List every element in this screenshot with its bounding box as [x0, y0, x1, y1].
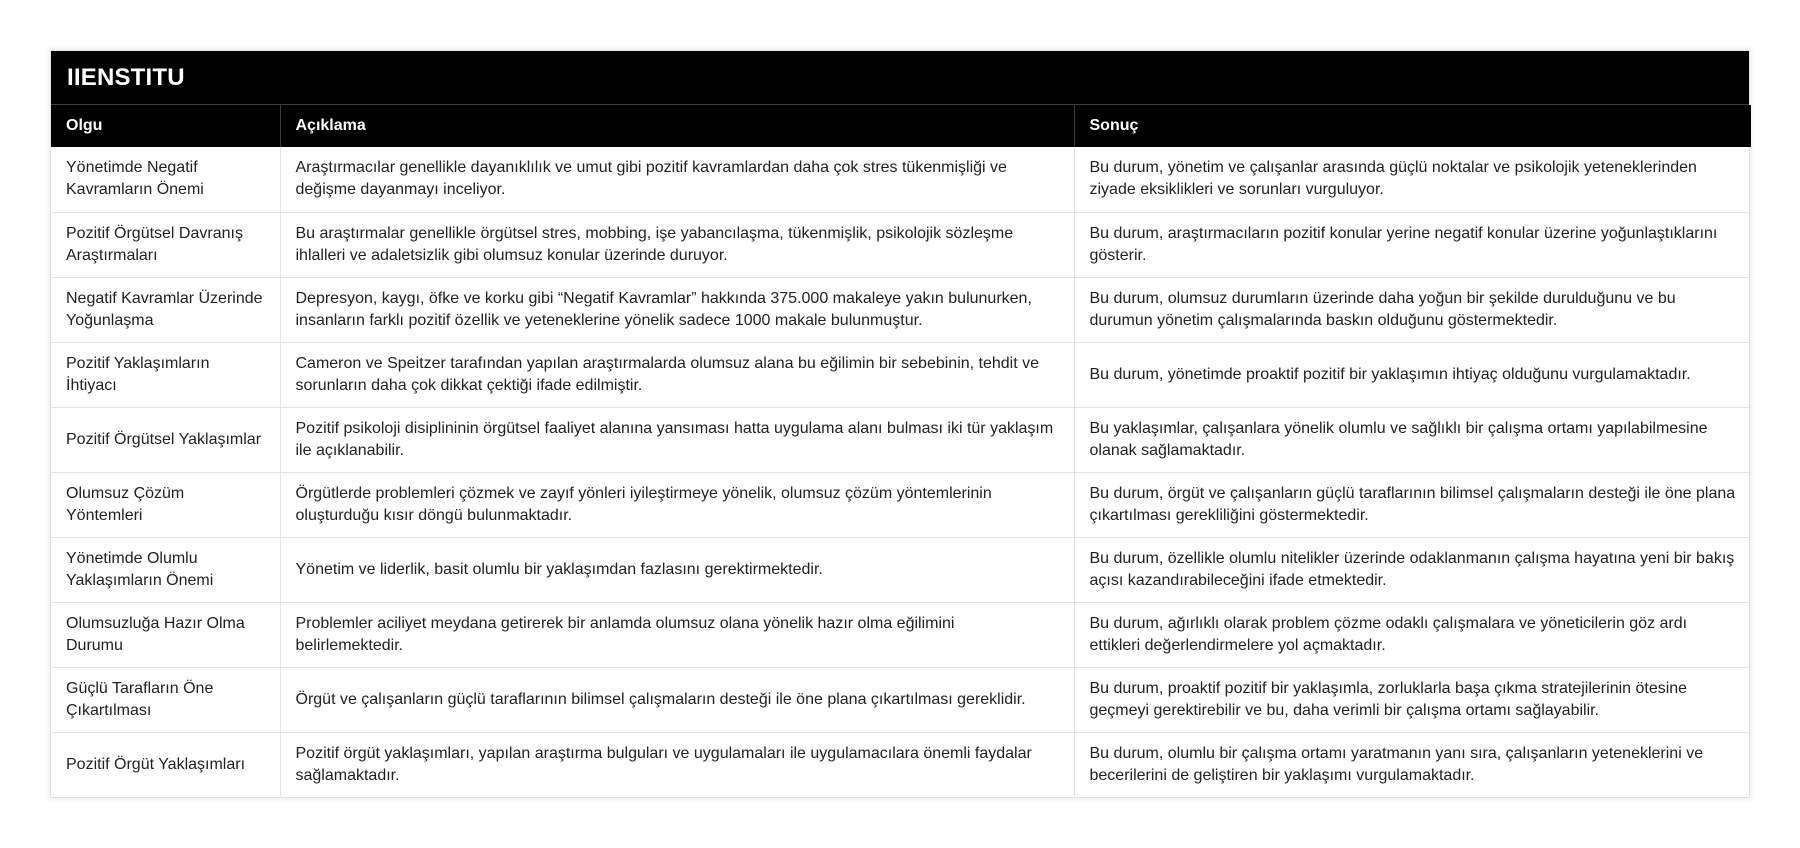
cell-aciklama: Yönetim ve liderlik, basit olumlu bir yaklaşımdan fazlasını gerektirmektedir. [280, 537, 1074, 602]
table-row [51, 407, 1751, 472]
cell-aciklama: Bu araştırmalar genellikle örgütsel stres, mobbing, işe yabancılaşma, tükenmişlik, psikolojik sözleşme ihlalleri ve adaletsizlik gibi olumsuz konular üzerinde duruyor. [280, 212, 1074, 277]
table-row [51, 342, 1751, 407]
cell-sonuc: Bu yaklaşımlar, çalışanlara yönelik olumlu ve sağlıklı bir çalışma ortamı yapılabilmesine olanak sağlamaktadır. [1074, 407, 1751, 472]
cell-olgu: Güçlü Tarafların Öne Çıkartılması [51, 667, 280, 732]
table-row [51, 147, 1751, 212]
table-header [51, 105, 1751, 147]
cell-olgu: Olumsuz Çözüm Yöntemleri [51, 472, 280, 537]
table-row [51, 602, 1751, 667]
cell-olgu: Yönetimde Olumlu Yaklaşımların Önemi [51, 537, 280, 602]
cell-sonuc: Bu durum, ağırlıklı olarak problem çözme odaklı çalışmalara ve yöneticilerin göz ardı ettikleri değerlendirmelere yol açmaktadır. [1074, 602, 1751, 667]
brand-header [51, 51, 1749, 105]
cell-aciklama: Pozitif psikoloji disiplininin örgütsel faaliyet alanına yansıması hatta uygulama alanı bulması iki tür yaklaşım ile açıklanabilir. [280, 407, 1074, 472]
cell-sonuc: Bu durum, proaktif pozitif bir yaklaşımla, zorluklarla başa çıkma stratejilerinin ötesine geçmeyi gerektirebilir ve bu, daha verimli bir çalışma ortamı sağlayabilir. [1074, 667, 1751, 732]
table-row [51, 212, 1751, 277]
cell-sonuc: Bu durum, özellikle olumlu nitelikler üzerinde odaklanmanın çalışma hayatına yeni bir bakış açısı kazandırabileceğini ifade etmektedir. [1074, 537, 1751, 602]
cell-aciklama: Araştırmacılar genellikle dayanıklılık ve umut gibi pozitif kavramlardan daha çok stres tükenmişliği ve değişme dayanmayı inceliyor. [280, 147, 1074, 212]
cell-aciklama: Depresyon, kaygı, öfke ve korku gibi “Negatif Kavramlar” hakkında 375.000 makaleye yakın bulunurken, insanların farklı pozitif özellik ve yeteneklerine yönelik sadece 1000 makale bulunmuştur. [280, 277, 1074, 342]
table-row [51, 537, 1751, 602]
cell-sonuc: Bu durum, örgüt ve çalışanların güçlü taraflarının bilimsel çalışmaların desteği ile öne plana çıkartılması gerekliliğini göstermektedir. [1074, 472, 1751, 537]
table-body [51, 147, 1751, 797]
cell-olgu: Pozitif Örgütsel Davranış Araştırmaları [51, 212, 280, 277]
cell-sonuc: Bu durum, yönetimde proaktif pozitif bir yaklaşımın ihtiyaç olduğunu vurgulamaktadır. [1074, 342, 1751, 407]
cell-sonuc: Bu durum, araştırmacıların pozitif konular yerine negatif konular üzerine yoğunlaştıklarını gösterir. [1074, 212, 1751, 277]
cell-sonuc: Bu durum, yönetim ve çalışanlar arasında güçlü noktalar ve psikolojik yeteneklerinden ziyade eksiklikleri ve sorunları vurguluyor. [1089, 159, 1697, 199]
table-row [51, 277, 1751, 342]
brand-title: IIENSTITU [67, 63, 185, 91]
cell-aciklama: Örgütlerde problemleri çözmek ve zayıf yönleri iyileştirmeye yönelik, olumsuz çözüm yöntemlerinin oluşturduğu kısır döngü bulunmaktadır. [280, 472, 1074, 537]
cell-olgu: Pozitif Yaklaşımların İhtiyacı [51, 342, 280, 407]
cell-olgu: Pozitif Örgüt Yaklaşımları [51, 732, 280, 797]
table-row [51, 732, 1751, 797]
cell-sonuc: Bu durum, olumsuz durumların üzerinde daha yoğun bir şekilde durulduğunu ve bu durumun yönetim çalışmalarında baskın olduğunu göstermektedir. [1074, 277, 1751, 342]
column-header-aciklama: Açıklama [280, 105, 1074, 147]
cell-sonuc: Bu durum, olumlu bir çalışma ortamı yaratmanın yanı sıra, çalışanların yeteneklerini ve becerilerini de geliştiren bir yaklaşımı vurgulamaktadır. [1074, 732, 1751, 797]
cell-aciklama: Pozitif örgüt yaklaşımları, yapılan araştırma bulguları ve uygulamaları ile uygulamacılara önemli faydalar sağlamaktadır. [280, 732, 1074, 797]
table-row [51, 472, 1751, 537]
cell-olgu: Yönetimde Negatif Kavramların Önemi [51, 147, 280, 212]
cell-aciklama: Cameron ve Speitzer tarafından yapılan araştırmalarda olumsuz alana bu eğilimin bir sebebinin, tehdit ve sorunların daha çok dikkat çektiği ifade edilmiştir. [280, 342, 1074, 407]
cell-olgu: Pozitif Örgütsel Yaklaşımlar [51, 407, 280, 472]
cell-olgu: Olumsuzluğa Hazır Olma Durumu [51, 602, 280, 667]
content-table-card [50, 50, 1750, 798]
header-row [51, 105, 1751, 147]
table-row [51, 667, 1751, 732]
data-table [51, 105, 1751, 797]
cell-aciklama: Problemler aciliyet meydana getirerek bir anlamda olumsuz olana yönelik hazır olma eğilimini belirlemektedir. [280, 602, 1074, 667]
column-header-sonuc: Sonuç [1074, 105, 1751, 147]
column-header-olgu: Olgu [51, 105, 280, 147]
cell-aciklama: Örgüt ve çalışanların güçlü taraflarının bilimsel çalışmaların desteği ile öne plana çıkartılması gereklidir. [280, 667, 1074, 732]
cell-olgu: Negatif Kavramlar Üzerinde Yoğunlaşma [51, 277, 280, 342]
